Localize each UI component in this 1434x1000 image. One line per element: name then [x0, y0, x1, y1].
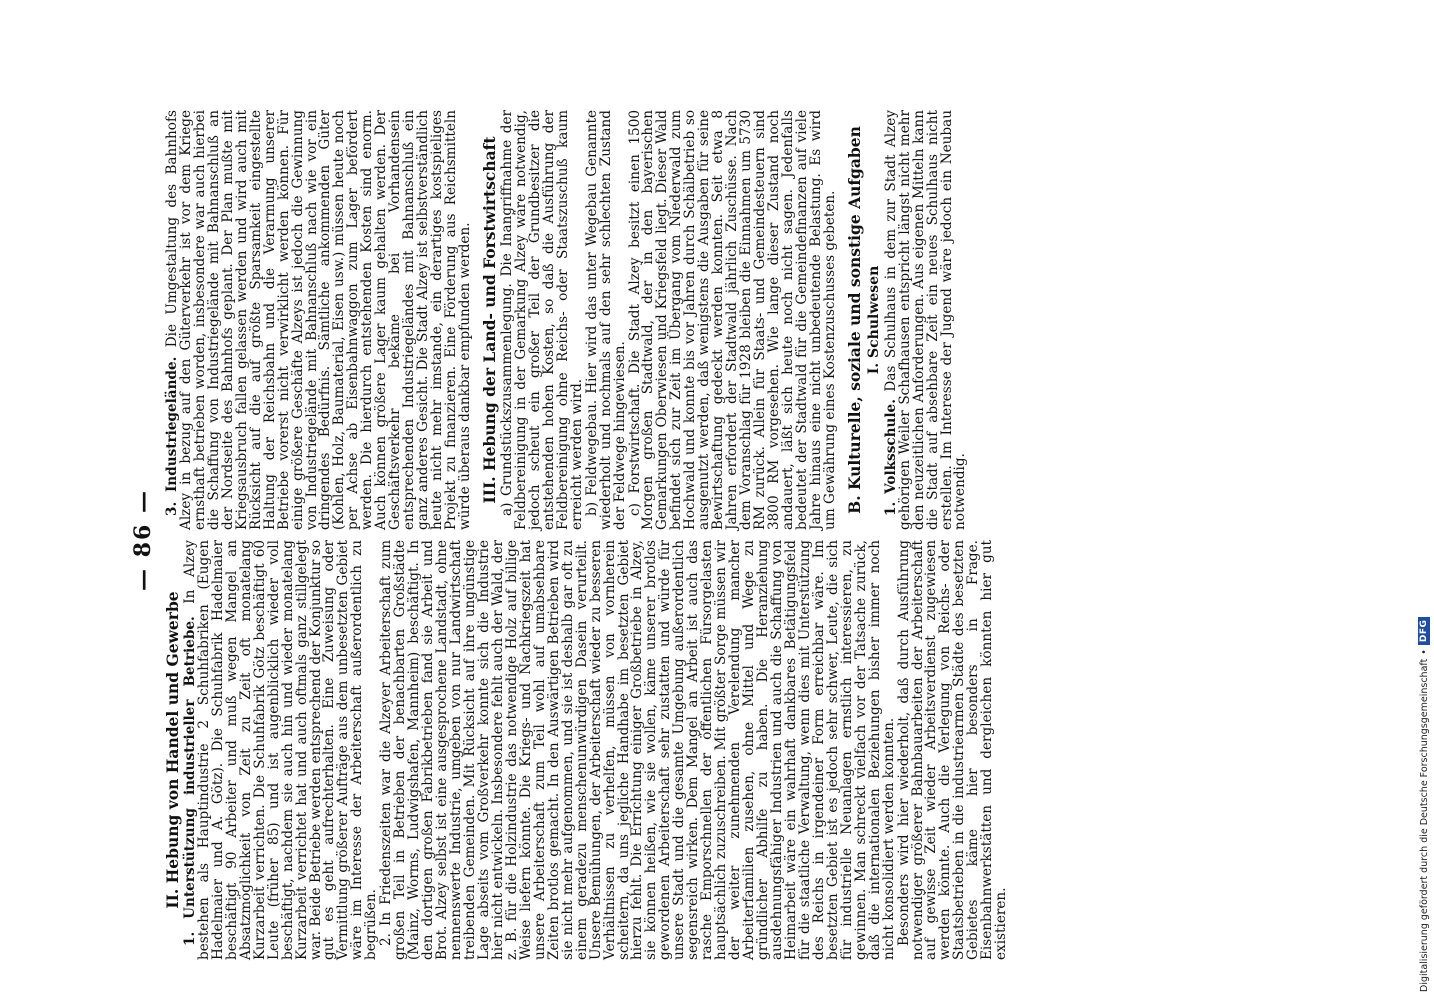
- paragraph-lead: 1. Volksschule.: [882, 399, 899, 516]
- subheading-schools: I. Schulwesen: [865, 265, 882, 375]
- section-heading-agriculture: III. Hebung der Land- und Forstwirtschaft: [479, 136, 499, 504]
- left-column: [163, 540, 1010, 960]
- paragraph-primary-school: [882, 110, 969, 530]
- paragraph-industrial-support: [181, 540, 380, 960]
- page-number: — 86 —: [130, 489, 156, 591]
- paragraph-lead: 3. Industriegelände.: [164, 356, 180, 516]
- section-heading-cultural: B. Kulturelle, soziale und sonstige Aufgaben: [844, 126, 864, 514]
- right-column: [166, 110, 968, 530]
- credit-text: Digitalisierung gefördert durch die Deutsche Forschungsgemeinschaft: [1418, 658, 1430, 992]
- paragraph-peacetime-work: 2. In Friedenszeiten war die Alzeyer Arbeiterschaft zum großen Teil in Betrieben der benachbarten Großstädte (Mainz, Worms, Ludwigshafen, Mannheim) beschäftigt. In den dortigen großen Fabrikbetrieben fand sie Arbeit und Brot. Alzey selbst ist eine ausgesprochene Landstadt, ohne nennenswerte Industrie, umgeben von nur Landwirtschaft treibenden Gemeinden. Mit Rücksicht auf ihre ungünstige Lage abseits vom Großverkehr konnte sich die Industrie hier nicht entwickeln. Insbesondere fehlt auch der Wald, der z. B. für die Holzindustrie das notwendige Holz auf billige Weise liefern könnte. Die Kriegs- und Nachkriegszeit hat unsere Arbeiterschaft zum Teil wohl auf umabsehbare Zeiten brotlos gemacht. In den Auswärtigen Betrieben wird sie nicht mehr aufgenommen, und sie ist deshalb gar oft zu einem geradezu menschenunwürdigen Dasein verurteilt. Unsere Bemühungen, der Arbeiterschaft wieder zu besseren Verhältnissen zu verhelfen, müssen von vornherein scheitern, da uns jegliche Handhabe im besetzten Gebiet hierzu fehlt. Die Errichtung einiger Großbetriebe in Alzey, sie können heißen, wie sie wollen, käme unserer brotlos gewordenen Arbeiterschaft sehr zustatten und würde für unsere Stadt und die gesamte Umgebung außerordentlich segensreich wirken. Dem Mangel an Arbeit ist auch das rasche Emporschnellen der öffentlichen Fürsorgelasten hauptsächlich zuzuschreiben. Mit größter Sorge müssen wir der weiter zunehmenden Verelendung mancher Arbeiterfamilien zusehen, ohne Mittel und Wege zu gründlicher Abhilfe zu haben. Die Heranziehung ausdehnungsfähiger Industrien und auch die Schaffung von Heimarbeit wäre ein wahrhaft dankbares Betätigungsfeld für die staatliche Verwaltung, wenn dies mit Unterstützung des Reichs in irgendeiner Form erreichbar wäre. Im besetzten Gebiet ist es jedoch sehr schwer, Leute, die sich für industrielle Neuanlagen ernstlich interessieren, zu gewinnen. Man schreckt vielfach vor der Tatsache zurück, daß die internationalen Beziehungen bisher immer noch nicht konsolidiert werden konnten.: [378, 540, 897, 960]
- paragraph-forestry: c) Forstwirtschaft. Die Stadt Alzey besitzt einen 1500 Morgen großen Stadtwald, der in den bayerischen Gemarkungen Oberwiesen und Kriegsfeld liegt. Dieser Wald befindet sich zur Zeit im Übergang vom Niederwald zum Hochwald und konnte bis vor Jahren durch Schälbetrieb so ausgenutzt werden, daß wenigstens die Ausgaben für seine Bewirtschaftung gedeckt werden konnten. Seit etwa 8 Jahren erfordert der Stadtwald jährlich Zuschüsse. Nach dem Voranschlag für 1928 bleiben die Einnahmen um 5730 RM zurück. Allein für Staats- und Gemeindesteuern sind 3800 RM vorgesehen. Wie lange dieser Zustand noch andauert, läßt sich heute noch nicht sagen. Jedenfalls bedeutet der Stadtwald für die Gemeindefinanzen auf viele Jahre hinaus eine nicht unbedeutende Belastung. Es wird um Gewährung eines Kostenzuschusses gebeten.: [626, 110, 838, 530]
- paragraph-lead: 1. Unterstützung industrieller Betriebe.: [181, 616, 198, 946]
- paragraph-text: In Alzey bestehen als Hauptindustrie 2 Schuhfabriken (Eugen Hadelmaier und A. Götz). Die Schuhfabrik Hadelmaier beschäftigt 90 Arbeiter und muß wegen Mangel an Absatzmöglichkeit von Zeit zu Zeit oft monatelang Kurzarbeit verrichten. Die Schuhfabrik Götz beschäftigt 60 Leute (früher 85) und ist augenblicklich wieder voll beschäftigt, nachdem sie auch hin und wieder monatelang Kurzarbeit verrichtet hat und auch oftmals ganz stillgelegt war. Beide Betriebe werden entsprechend der Konjunktur so gut es geht aufrechterhalten. Eine Zuweisung oder Vermittlung größerer Aufträge aus dem unbesetzten Gebiet wäre im Interesse der Arbeiterschaft außerordentlich zu begrüßen.: [181, 540, 380, 960]
- paragraph-text: Das Schulhaus in dem zur Stadt Alzey gehörigen Weiler Schafhausen entspricht längst nicht mehr den neuzeitlichen Anforderungen. Aus eigenen Mitteln kann die Stadt auf absehbare Zeit ein neues Schulhaus nicht erstellen. Im Interesse der Jugend wäre jedoch ein Neubau notwendig.: [882, 110, 969, 530]
- rotated-document-page: [130, 100, 1310, 980]
- dfg-logo: DFG: [1418, 617, 1430, 646]
- paragraph-industrial-land: [166, 110, 473, 530]
- paragraph-rail-works: Besonders wird hier wiederholt, daß durch Ausführung notwendiger größerer Bahnbauarbeiten der Arbeiterschaft auf gewisse Zeit wieder Arbeitsverdienst zugewiesen werden könnte. Auch die Verlegung von Reichs- oder Staatsbetrieben in die industriearmen Städte des besetzten Gebietes käme hier besonders in Frage. Eisenbahnwerkstätten und dergleichen könnten hier gut existieren.: [895, 540, 1010, 960]
- digitization-credit: [1418, 617, 1430, 992]
- paragraph-field-roads: b) Feldwegebau. Hier wird das unter Wegebau Genannte wiederholt und nochmals auf den sehr schlechten Zustand der Feldwege hingewiesen.: [583, 110, 628, 530]
- paragraph-text: Die Umgestaltung des Bahnhofs Alzey in bezug auf den Güterverkehr ist vor dem Kriege ernsthaft betrieben worden, insbesondere war auch hierbei die Schaffung von Industriegelände mit Bahnanschluß an der Nordseite des Bahnhofs geplant. Der Plan mußte mit Kriegsausbruch fallen gelassen werden und wird auch mit Rücksicht auf die auf größte Sparsamkeit eingestellte Haltung der Reichsbahn und die Verarmung unserer Betriebe vorerst nicht verwirklicht werden können. Für einige größere Geschäfte Alzeys ist jedoch die Gewinnung von Industriegelände mit Bahnanschluß nach wie vor ein dringendes Bedürfnis. Sämtliche ankommenden Güter (Kohlen, Holz, Baumaterial, Eisen usw.) müssen heute noch per Achse ab Eisenbahnwaggon zum Lager befördert werden. Die hierdurch entstehenden Kosten sind enorm. Auch können größere Lager kaum gehalten werden. Der Geschäftsverkehr bekäme bei Vorhandensein entsprechenden Industriegeländes mit Bahnanschluß ein ganz anderes Gesicht. Die Stadt Alzey ist selbstverständlich heute nicht mehr imstande, ein derartiges kostspieliges Projekt zu finanzieren. Eine Förderung aus Reichsmitteln würde überaus dankbar empfunden werden.: [164, 110, 474, 530]
- paragraph-land-consolidation: a) Grundstückszusammenlegung. Die Inangriffnahme der Feldbereinigung in der Gemarkung Alzey wäre notwendig, jedoch scheut ein großer Teil der Grundbesitzer die entstehenden hohen Kosten, so daß die Ausführung der Feldbereinigung ohne Reichs- oder Staatszuschuß kaum erreicht werden wird.: [498, 110, 585, 530]
- credit-separator: •: [1418, 649, 1430, 655]
- section-heading-trade: II. Hebung von Handel und Gewerbe: [163, 591, 182, 909]
